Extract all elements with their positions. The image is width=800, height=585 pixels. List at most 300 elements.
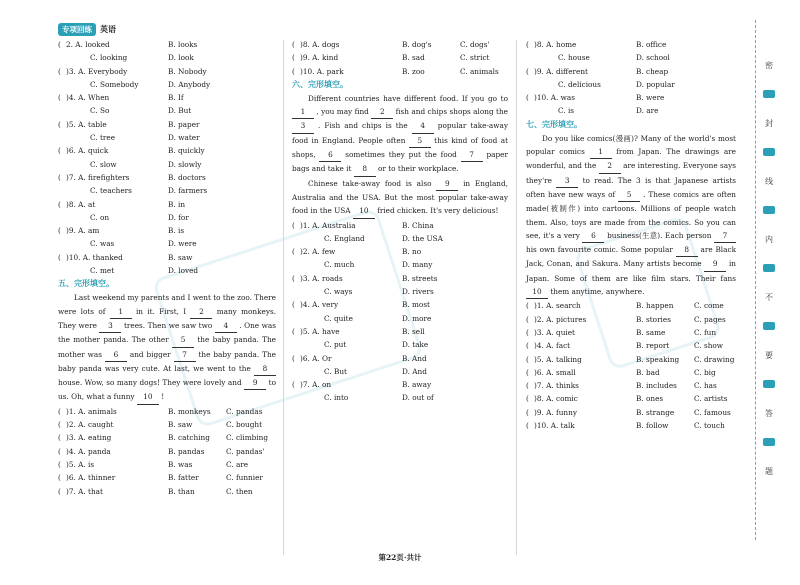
question-row xyxy=(58,224,276,237)
passage-text: business(生意). Each person xyxy=(604,230,714,240)
option-c: C. famous xyxy=(694,407,731,417)
answer-bracket: ( xyxy=(58,252,61,262)
answer-bracket: ( xyxy=(58,446,61,456)
question-label: )3. A. roads xyxy=(300,273,343,283)
question-row-cont xyxy=(58,51,276,64)
option-b: B. office xyxy=(636,40,667,49)
blank-number: 10 xyxy=(137,390,159,404)
passage-text: ! xyxy=(158,392,165,402)
option-c: C. on xyxy=(90,212,110,222)
question-row xyxy=(58,118,276,131)
question-row xyxy=(526,299,736,312)
question-row-cont xyxy=(58,237,276,250)
blank-number: 7 xyxy=(174,348,196,362)
question-row xyxy=(58,91,276,104)
question-row-cont xyxy=(58,158,276,171)
question-row-cont xyxy=(526,78,736,91)
option-c: C. was xyxy=(90,239,115,249)
answer-bracket: ( xyxy=(526,421,529,431)
question-label: )8. A. comic xyxy=(534,394,578,404)
answer-bracket: ( xyxy=(292,66,295,76)
question-row-cont xyxy=(292,258,508,271)
passage-text: Different countries have different food. If you go to xyxy=(308,93,508,103)
question-label: )7. A. thinks xyxy=(534,381,579,391)
option-b: B. report xyxy=(636,341,670,351)
option-d: D. water xyxy=(168,133,200,143)
option-b: B. streets xyxy=(402,273,438,283)
question-row xyxy=(58,198,276,211)
question-label: )5. A. table xyxy=(66,119,107,129)
blank-number: 5 xyxy=(172,333,194,347)
option-b: B. happen xyxy=(636,301,674,311)
question-row-cont xyxy=(58,104,276,117)
option-d: D. school xyxy=(636,53,670,63)
option-d: D. were xyxy=(168,239,197,249)
blank-number: 3 xyxy=(99,319,121,333)
question-row xyxy=(526,313,736,326)
seal-marker xyxy=(763,322,775,330)
question-row xyxy=(292,298,508,311)
blank-number: 6 xyxy=(582,229,604,243)
question-row-cont xyxy=(526,51,736,64)
question-label: )2. A. caught xyxy=(66,420,114,430)
question-label: )5. A. talking xyxy=(534,354,582,364)
question-label: )1. A. Australia xyxy=(300,220,356,230)
question-list xyxy=(292,219,508,405)
question-label: )4. A. very xyxy=(300,300,339,310)
question-row xyxy=(58,418,276,431)
passage-text: from Japan. The drawings are wonderful, and the xyxy=(526,147,736,171)
option-b: B. paper xyxy=(168,119,200,129)
question-label: )2. A. pictures xyxy=(534,314,587,324)
blank-number: 3 xyxy=(556,174,578,188)
option-c: C. teachers xyxy=(90,186,132,196)
option-c: C. slow xyxy=(90,159,117,169)
option-b: B. follow xyxy=(636,421,669,431)
option-c: C. climbing xyxy=(226,433,269,443)
passage-text: fried chicken. It's very delicious! xyxy=(374,206,499,216)
question-row xyxy=(526,392,736,405)
series-badge: 专项回练 xyxy=(58,23,96,36)
seal-marker xyxy=(763,264,775,272)
option-b: B. looks xyxy=(168,40,198,49)
option-c: C. delicious xyxy=(558,79,601,89)
passage-text: to us. Oh, what a funny xyxy=(58,378,276,402)
blank-number: 1 xyxy=(292,105,314,119)
section-title: 六、完形填空。 xyxy=(292,79,348,89)
blank-number: 9 xyxy=(436,177,458,191)
option-c: C. England xyxy=(324,233,365,243)
passage-text: in Japan. Some of them are like film stars. Their fans xyxy=(526,259,736,283)
option-c: C. put xyxy=(324,340,347,350)
question-row-cont xyxy=(292,312,508,325)
option-b: B. monkeys xyxy=(168,406,211,416)
question-label: )3. A. eating xyxy=(66,433,112,443)
answer-bracket: ( xyxy=(58,226,61,236)
option-c: C. big xyxy=(694,367,716,377)
seal-line-char: 线 xyxy=(765,177,773,186)
answer-bracket: ( xyxy=(58,146,61,156)
question-label: )1. A. animals xyxy=(66,406,117,416)
answer-bracket: ( xyxy=(526,367,529,377)
option-c: C. house xyxy=(558,53,590,63)
column-divider xyxy=(516,40,517,555)
passage xyxy=(58,291,276,404)
question-label: )6. A. Or xyxy=(300,353,332,363)
question-row-cont xyxy=(58,184,276,197)
option-b: B. is xyxy=(168,226,185,236)
seal-line-char: 密 xyxy=(765,61,773,70)
question-row xyxy=(526,419,736,432)
question-list xyxy=(526,299,736,432)
question-row xyxy=(292,51,508,64)
option-b: B. than xyxy=(168,486,195,496)
answer-bracket: ( xyxy=(526,66,529,76)
question-row xyxy=(58,445,276,458)
answer-bracket: ( xyxy=(58,66,61,76)
passage-text: or to their workplace. xyxy=(375,164,459,174)
option-b: B. catching xyxy=(168,433,210,443)
question-row xyxy=(526,379,736,392)
seal-line-char: 封 xyxy=(765,119,773,128)
option-c: C. then xyxy=(226,486,253,496)
passage-text: the baby panda. The baby panda was very cute. At last, we went to the xyxy=(58,349,276,373)
blank-number: 8 xyxy=(254,362,276,376)
option-c: C. fun xyxy=(694,327,717,337)
question-label: )10. A. park xyxy=(300,66,344,76)
option-b: B. saw xyxy=(168,252,193,262)
passage-text: paper bags and take it xyxy=(292,150,508,174)
option-c: C. But xyxy=(324,366,347,376)
answer-bracket: ( xyxy=(58,93,61,103)
question-label: )9. A. funny xyxy=(534,407,577,417)
answer-bracket: ( xyxy=(58,406,61,416)
passage-text: . One was the mother panda. The other xyxy=(58,320,276,345)
answer-bracket: ( xyxy=(526,381,529,391)
option-d: D. And xyxy=(402,366,427,376)
option-c: C. looking xyxy=(90,53,128,63)
answer-bracket: ( xyxy=(292,380,295,390)
option-b: B. quickly xyxy=(168,146,205,156)
option-c: C. are xyxy=(226,459,249,469)
option-c: C. dogs' xyxy=(460,40,490,49)
blank-number: 8 xyxy=(676,243,698,257)
passage-text: many monkeys. They were xyxy=(58,306,277,330)
option-c: C. quite xyxy=(324,313,353,323)
seal-line-char: 不 xyxy=(765,293,773,302)
passage-text: in England, Australia and the USA. But the most popular take-away food in the USA xyxy=(292,178,508,216)
question-list xyxy=(58,405,276,498)
question-row xyxy=(526,406,736,419)
question-label: )8. A. home xyxy=(534,40,577,49)
answer-bracket: ( xyxy=(58,172,61,182)
blank-number: 10 xyxy=(526,285,548,299)
seal-line-char: 题 xyxy=(765,467,773,476)
question-row xyxy=(58,485,276,498)
blank-number: 7 xyxy=(461,148,483,162)
option-c: C. pages xyxy=(694,314,726,324)
passage-text: . These comics are often made(被制作) into cartoons. Millions of people watch them. Also, toys are made from the comics. So you can see, it's a very xyxy=(526,189,736,240)
option-d: D. farmers xyxy=(168,186,208,196)
option-c: C. pandas xyxy=(226,406,263,416)
answer-bracket: ( xyxy=(292,353,295,363)
question-list xyxy=(58,38,276,277)
question-label: )7. A. on xyxy=(300,380,332,390)
blank-number: 1 xyxy=(110,305,132,319)
column-divider xyxy=(283,40,284,555)
answer-bracket: ( xyxy=(58,459,61,469)
passage-text: in it. First, I xyxy=(131,306,191,316)
answer-bracket: ( xyxy=(58,40,61,49)
option-c: C. Somebody xyxy=(90,79,139,89)
answer-bracket: ( xyxy=(526,354,529,364)
question-row xyxy=(292,245,508,258)
option-b: B. ones xyxy=(636,394,664,404)
question-label: )9. A. different xyxy=(534,66,588,76)
passage-text: popular take-away food in England. People often xyxy=(292,121,508,145)
subject-label: 英语 xyxy=(100,24,116,34)
question-row-cont xyxy=(292,232,508,245)
answer-bracket: ( xyxy=(526,314,529,324)
question-label: )10. A. thanked xyxy=(66,252,123,262)
question-row xyxy=(292,219,508,232)
option-b: B. bad xyxy=(636,367,660,377)
question-row xyxy=(58,458,276,471)
question-label: )7. A. that xyxy=(66,486,103,496)
answer-bracket: ( xyxy=(526,327,529,337)
question-row xyxy=(292,378,508,391)
option-b: B. pandas xyxy=(168,446,205,456)
passage-text: , you may find xyxy=(314,107,372,117)
blank-number: 1 xyxy=(590,145,612,159)
option-c: C. touch xyxy=(694,421,725,431)
option-c: C. artists xyxy=(694,394,728,404)
question-row-cont xyxy=(58,211,276,224)
question-row xyxy=(526,339,736,352)
passage-text: to read. The 3 is that Japanese artists often have new ways of xyxy=(526,175,736,199)
blank-number: 3 xyxy=(292,119,314,133)
question-label: )4. A. panda xyxy=(66,446,111,456)
seal-marker xyxy=(763,148,775,156)
option-b: B. was xyxy=(168,459,193,469)
question-row-cont xyxy=(292,285,508,298)
question-list xyxy=(526,38,736,118)
column-left xyxy=(58,38,276,498)
blank-number: 6 xyxy=(319,148,341,162)
question-row xyxy=(58,171,276,184)
page-footer: 第22页·共计 xyxy=(378,553,422,562)
question-label: )6. A. thinner xyxy=(66,473,116,483)
question-label: )5. A. have xyxy=(300,326,340,336)
answer-bracket: ( xyxy=(526,407,529,417)
option-c: C. So xyxy=(90,106,110,116)
question-row-cont xyxy=(58,78,276,91)
question-label: )7. A. firefighters xyxy=(66,172,130,182)
question-row xyxy=(526,38,736,51)
option-c: C. show xyxy=(694,341,724,351)
question-label: )9. A. am xyxy=(66,226,100,236)
option-b: B. zoo xyxy=(402,66,425,76)
answer-bracket: ( xyxy=(526,341,529,351)
option-b: B. same xyxy=(636,327,666,337)
column-right xyxy=(526,38,736,432)
seal-line-char: 内 xyxy=(765,235,773,244)
question-row xyxy=(58,65,276,78)
question-label: )8. A. dogs xyxy=(300,40,340,49)
question-row xyxy=(526,353,736,366)
blank-number: 5 xyxy=(618,188,640,202)
question-row xyxy=(292,272,508,285)
option-d: D. more xyxy=(402,313,432,323)
blank-number: 2 xyxy=(190,305,212,319)
option-b: B. China xyxy=(402,220,434,230)
blank-number: 2 xyxy=(371,105,393,119)
question-label: )5. A. is xyxy=(66,459,95,469)
question-list xyxy=(292,38,508,78)
option-b: B. Nobody xyxy=(168,66,207,76)
question-row xyxy=(58,144,276,157)
option-b: B. in xyxy=(168,199,186,209)
question-row xyxy=(58,251,276,264)
option-d: D. Anybody xyxy=(168,79,211,89)
answer-bracket: ( xyxy=(58,473,61,483)
option-b: B. away xyxy=(402,380,432,390)
question-row xyxy=(58,38,276,51)
option-c: C. into xyxy=(324,393,349,403)
passage-text: this kind of food at shops, xyxy=(292,135,508,160)
blank-number: 5 xyxy=(409,134,431,148)
binding-margin xyxy=(750,20,784,540)
answer-bracket: ( xyxy=(58,433,61,443)
option-d: D. take xyxy=(402,340,429,350)
question-row xyxy=(58,431,276,444)
question-row-cont xyxy=(526,104,736,117)
answer-bracket: ( xyxy=(58,199,61,209)
blank-number: 4 xyxy=(215,319,237,333)
passage-text: Chinese take-away food is also xyxy=(308,178,437,188)
option-b: B. strange xyxy=(636,407,675,417)
answer-bracket: ( xyxy=(292,326,295,336)
option-b: B. sad xyxy=(402,53,425,63)
option-b: B. dog's xyxy=(402,40,432,49)
blank-number: 2 xyxy=(599,159,621,173)
question-row xyxy=(292,352,508,365)
option-b: B. stories xyxy=(636,314,671,324)
seal-marker xyxy=(763,438,775,446)
question-row-cont xyxy=(292,365,508,378)
seal-line-char: 答 xyxy=(765,409,773,418)
question-label: )2. A. few xyxy=(300,247,336,257)
option-d: D. loved xyxy=(168,266,199,276)
option-c: C. drawing xyxy=(694,354,735,364)
option-c: C. funnier xyxy=(226,473,263,483)
question-row xyxy=(526,366,736,379)
blank-number: 10 xyxy=(353,204,375,218)
seal-marker xyxy=(763,206,775,214)
option-b: B. were xyxy=(636,93,665,103)
seal-marker xyxy=(763,90,775,98)
passage-text: them anytime, anywhere. xyxy=(548,287,645,297)
option-b: B. speaking xyxy=(636,354,680,364)
question-label: )3. A. quiet xyxy=(534,327,575,337)
seal-line xyxy=(755,20,756,540)
passage xyxy=(292,177,508,219)
option-b: B. most xyxy=(402,300,430,310)
question-label: )8. A. at xyxy=(66,199,96,209)
option-c: C. tree xyxy=(90,133,116,143)
option-b: B. fatter xyxy=(168,473,199,483)
passage-text: are Black Jack, Conan, and Sakura. Many artists become xyxy=(526,245,736,269)
answer-bracket: ( xyxy=(58,119,61,129)
answer-bracket: ( xyxy=(526,40,529,49)
question-row xyxy=(526,91,736,104)
answer-bracket: ( xyxy=(292,300,295,310)
blank-number: 9 xyxy=(704,257,726,271)
question-row-cont xyxy=(58,264,276,277)
question-label: )3. A. Everybody xyxy=(66,66,128,76)
option-c: C. come xyxy=(694,301,724,311)
option-b: B. And xyxy=(402,353,427,363)
option-d: D. But xyxy=(168,106,192,116)
question-row xyxy=(292,325,508,338)
question-row xyxy=(526,326,736,339)
option-b: B. cheap xyxy=(636,66,669,76)
answer-bracket: ( xyxy=(292,53,295,63)
passage-text: his own favourite comic. Some popular xyxy=(526,245,676,255)
seal-marker xyxy=(763,380,775,388)
section-title: 七、完形填空。 xyxy=(526,119,582,129)
option-b: B. doctors xyxy=(168,172,206,182)
passage-text: fish and chips shops along the xyxy=(393,107,508,117)
option-c: C. ways xyxy=(324,287,353,297)
option-b: B. includes xyxy=(636,381,677,391)
question-row xyxy=(58,405,276,418)
question-label: )1. A. search xyxy=(534,301,581,311)
answer-bracket: ( xyxy=(292,40,295,49)
passage-text: trees. Then we saw two xyxy=(121,320,215,330)
question-label: )10. A. talk xyxy=(534,421,575,431)
header xyxy=(58,22,116,36)
option-c: C. is xyxy=(558,106,575,116)
blank-number: 9 xyxy=(244,376,266,390)
option-d: D. the USA xyxy=(402,233,443,243)
answer-bracket: ( xyxy=(58,420,61,430)
question-row xyxy=(526,65,736,78)
question-row xyxy=(58,471,276,484)
blank-number: 4 xyxy=(412,119,434,133)
question-label: 2. A. looked xyxy=(66,40,110,49)
question-row-cont xyxy=(58,131,276,144)
passage xyxy=(526,132,736,300)
blank-number: 7 xyxy=(714,229,736,243)
blank-number: 6 xyxy=(105,348,127,362)
option-c: C. has xyxy=(694,381,717,391)
question-label: )6. A. quick xyxy=(66,146,109,156)
option-c: C. pandas' xyxy=(226,446,265,456)
seal-line-char: 要 xyxy=(765,351,773,360)
question-label: )4. A. When xyxy=(66,93,110,103)
question-label: )9. A. kind xyxy=(300,53,339,63)
question-row xyxy=(292,65,508,78)
question-label: )6. A. small xyxy=(534,367,576,377)
answer-bracket: ( xyxy=(292,247,295,257)
answer-bracket: ( xyxy=(526,394,529,404)
answer-bracket: ( xyxy=(292,220,295,230)
answer-bracket: ( xyxy=(526,301,529,311)
option-d: D. are xyxy=(636,106,659,116)
column-middle xyxy=(292,38,508,405)
option-d: D. look xyxy=(168,53,194,63)
